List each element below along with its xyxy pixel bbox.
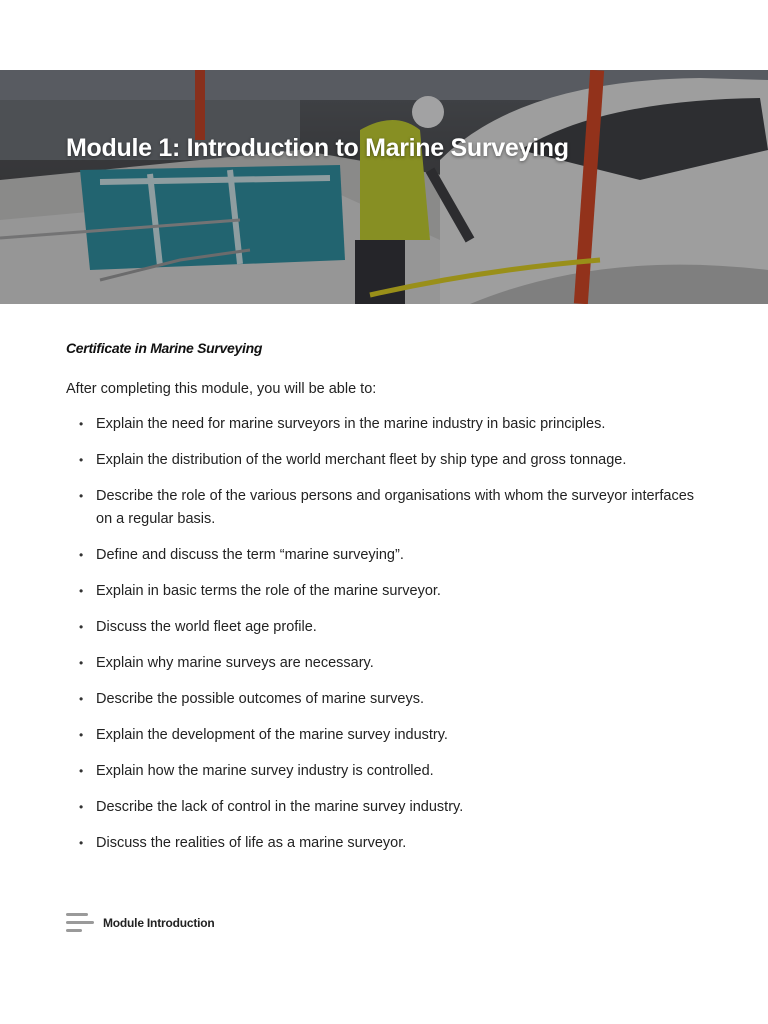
list-item: • Describe the possible outcomes of marine surveys.: [66, 688, 706, 711]
list-item: • Discuss the realities of life as a marine surveyor.: [66, 832, 706, 855]
list-item: • Explain the development of the marine survey industry.: [66, 724, 706, 747]
list-item: • Explain the distribution of the world merchant fleet by ship type and gross tonnage.: [66, 449, 706, 472]
page-title: Module 1: Introduction to Marine Surveying: [66, 134, 569, 162]
list-item: • Explain in basic terms the role of the marine surveyor.: [66, 580, 706, 603]
list-item: • Define and discuss the term “marine surveying”.: [66, 544, 706, 567]
list-item: • Explain how the marine survey industry is controlled.: [66, 760, 706, 783]
module-introduction-link[interactable]: [66, 910, 215, 936]
list-item: • Explain the need for marine surveyors in the marine industry in basic principles.: [66, 413, 706, 436]
hero-banner: [0, 70, 768, 304]
module-content: [66, 340, 706, 868]
course-subtitle: Certificate in Marine Surveying: [66, 340, 263, 356]
list-item: • Explain why marine surveys are necessary.: [66, 652, 706, 675]
learning-outcomes-list: [66, 413, 706, 855]
hero-overlay: [0, 70, 768, 304]
list-item: • Discuss the world fleet age profile.: [66, 616, 706, 639]
list-item: • Describe the role of the various persons and organisations with whom the surveyor interfaces on a regular basis.: [66, 485, 706, 531]
list-item: • Describe the lack of control in the marine survey industry.: [66, 796, 706, 819]
intro-text: After completing this module, you will be able to:: [66, 381, 377, 397]
menu-icon: [66, 911, 94, 935]
footer-label: Module Introduction: [103, 916, 215, 930]
